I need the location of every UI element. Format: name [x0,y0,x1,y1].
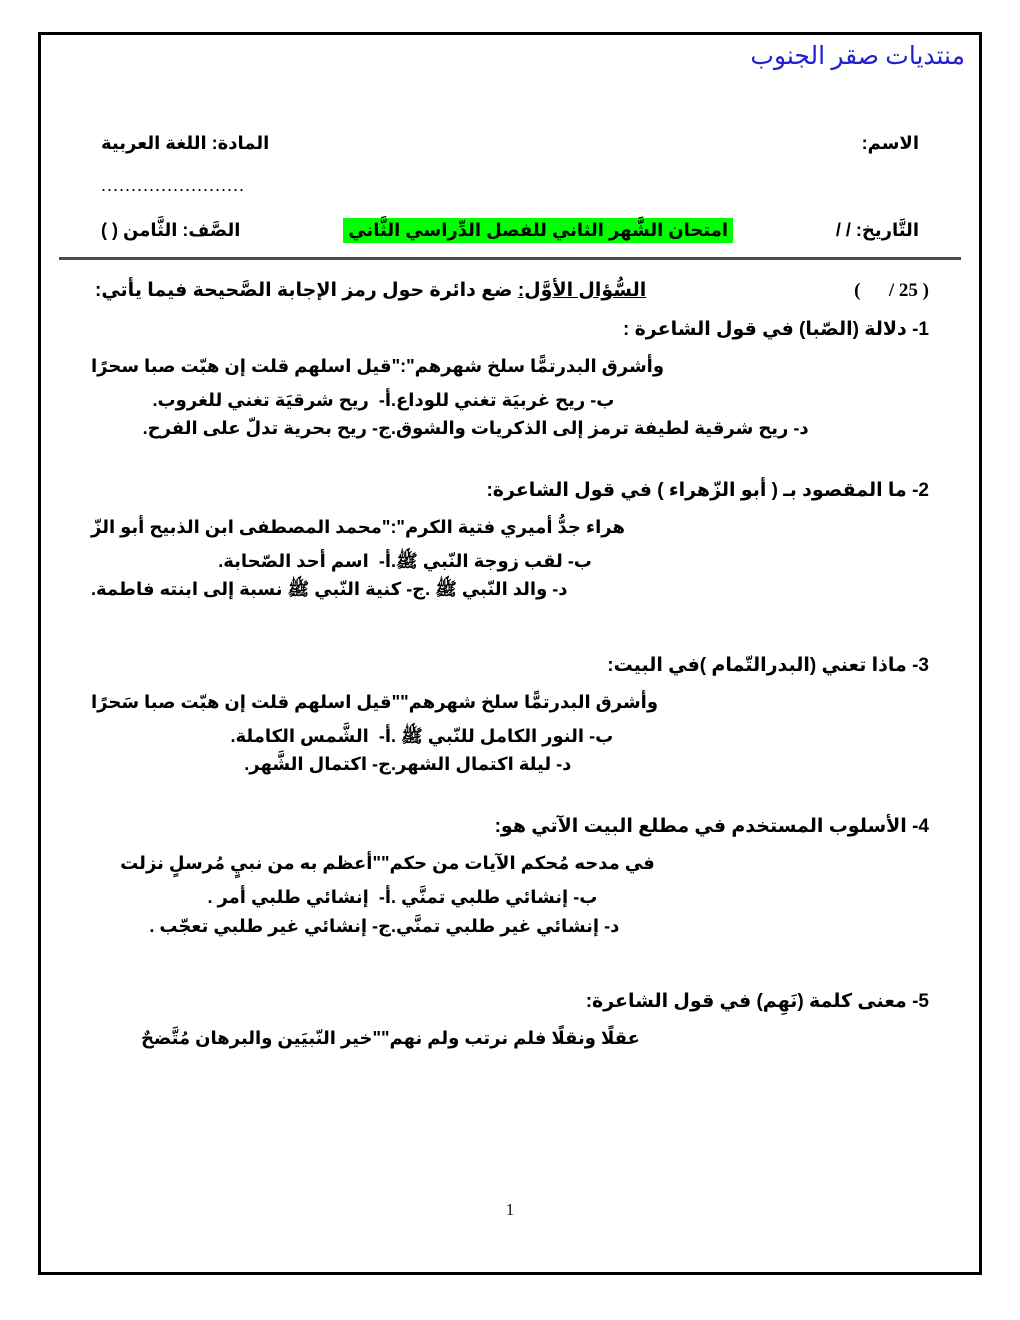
question-3-option-b[interactable] [391,722,641,751]
question-1-number: 1- [912,319,929,340]
option-text: ريح غربيَة تغني للوداع. [391,389,586,410]
first-question-label: السُّؤال الأوَّل: [517,280,647,301]
question-3-option-c[interactable] [91,750,391,779]
option-key: أ- [378,886,391,907]
question-3-verse [91,689,929,716]
question-3-option-row-2 [91,750,929,779]
option-key: أ- [378,550,391,571]
question-2-text: ما المقصود بـ ( أبو الزّهراء ) في قول الشاعرة: [486,480,907,502]
option-text: إنشائي طلبي أمر . [207,886,369,907]
question-2-option-d[interactable] [425,575,595,604]
option-key: ب- [567,550,592,571]
option-text: كنية النّبي ﷺ نسبة إلى ابنته فاطمة. [91,579,402,600]
option-text: إنشائي غير طلبي تعجّب . [149,915,368,936]
spacer [75,604,945,638]
question-2-verse-b: هراء جدُّ أميري فتية الكرم": [390,516,625,537]
question-3-number: 3- [912,655,929,677]
option-key: د- [793,418,809,439]
question-5-text: معنى كلمة (نَهِم) في قول الشاعرة: [585,991,907,1013]
question-5-verse-a: "خير النّبيَين والبرهان مُتَّضحٌ [140,1027,381,1048]
option-key: ج- [372,418,391,439]
option-key: أ- [378,725,391,746]
date-label: التَّاريخ: / / [835,220,919,240]
question-2 [75,477,945,604]
question-2-option-a[interactable] [91,547,391,576]
option-text: والد النّبي ﷺ . [425,579,548,600]
exam-header [41,133,979,253]
first-question-instruction [95,279,646,302]
question-1 [75,316,945,443]
option-key: ج- [372,754,391,775]
question-1-option-c[interactable] [91,414,391,443]
question-4-verse-b: في مدحه مُحكم الآيات من حكم" [381,852,655,873]
question-2-option-c[interactable] [91,575,425,604]
first-question-text: ضع دائرة حول رمز الإجابة الصَّحيحة فيما يأتي: [95,280,518,301]
option-text: اكتمال الشَّهر. [244,754,368,775]
question-1-option-a[interactable] [91,386,391,415]
option-text: لقب زوجة النّبي ﷺ. [391,550,563,571]
question-3-options [91,722,929,780]
question-5-verse [91,1025,929,1052]
option-key: ب- [589,725,614,746]
option-key: ب- [573,886,598,907]
option-text: النور الكامل للنّبي ﷺ . [391,725,585,746]
question-1-option-b[interactable] [391,386,642,415]
question-4-number: 4- [912,816,929,838]
question-5-verse-b: عقلًا ونقلًا فلم نرتب ولم نهم" [381,1027,640,1048]
question-4-option-c[interactable] [91,912,391,941]
question-1-verse [91,353,929,380]
option-text: ريح شرقية لطيفة ترمز إلى الذكريات والشوق. [391,418,789,439]
option-key: د- [552,579,568,600]
forum-watermark: منتديات صقر الجنوب [750,43,965,70]
question-5-number: 5- [912,991,929,1013]
question-1-option-row-1 [91,386,929,415]
question-1-option-row-2 [91,414,929,443]
question-4-text: الأسلوب المستخدم في مطلع البيت الآتي هو: [494,816,907,838]
question-4-option-b[interactable] [391,883,625,912]
question-4-verse-a: "أعظم به من نبيٍ مُرسلٍ نزلت [120,852,381,873]
spacer [75,779,945,799]
option-key: د- [604,915,620,936]
question-4-option-d[interactable] [391,912,647,941]
question-4-options [91,883,929,941]
question-3-text: ماذا تعني (البدرالتّمام )في البيت: [607,655,907,677]
question-2-option-row-2 [91,575,929,604]
question-3-verse-a: "قيل اسلهم قلت إن هبّت صبا سَحرًا [91,691,401,712]
question-1-options [91,386,929,444]
question-3-option-d[interactable] [391,750,599,779]
question-2-number: 2- [912,480,929,502]
question-2-options [91,547,929,605]
spacer [75,443,945,463]
option-text: إنشائي طلبي تمنَّي . [391,886,569,907]
option-key: ج- [406,579,426,600]
option-text: إنشائي غير طلبي تمنَّي. [391,915,600,936]
subject-label: المادة: اللغة العربية [101,133,270,153]
question-4-option-row-1 [91,883,929,912]
question-1-text: دلالة (الصّبا) في قول الشاعرة : [622,319,907,340]
option-text: الشَّمس الكاملة. [230,725,369,746]
option-text: ليلة اكتمال الشهر. [391,754,552,775]
question-3-stem [91,652,929,681]
question-1-verse-b: وأشرق البدرتمًّا سلخ شهرهم": [400,355,665,376]
option-text: اسم أحد الصّحابة. [218,550,369,571]
question-4-option-a[interactable] [91,883,391,912]
option-text: ريح بحرية تدلّ على الفرح. [142,418,368,439]
question-3 [75,652,945,779]
exam-title: امتحان الشَّهر الثاني للفصل الدِّراسي الثَّاني [343,218,733,243]
option-key: أ- [378,389,391,410]
exam-body [41,275,979,1272]
page-number: 1 [505,1200,515,1219]
question-2-verse-a: "محمد المصطفى ابن الذبيح أبو الزّ [91,516,391,537]
question-4-verse [91,850,929,877]
question-1-stem [91,316,929,345]
question-5-stem [91,988,929,1017]
question-4-stem [91,813,929,842]
question-2-verse [91,514,929,541]
option-key: د- [556,754,572,775]
question-4 [75,813,945,940]
student-name-label: الاسم: [861,133,919,153]
option-key: ج- [372,915,391,936]
spacer [75,940,945,974]
question-3-verse-b: وأشرق البدرتمًّا سلخ شهرهم" [400,691,659,712]
question-1-option-d[interactable] [391,414,837,443]
header-divider [59,257,961,260]
question-2-option-b[interactable] [391,547,620,576]
question-4-option-row-2 [91,912,929,941]
question-5 [75,988,945,1052]
question-1-verse-a: "قيل اسلهم قلت إن هبّت صبا سحرًا [91,355,401,376]
option-key: ب- [590,389,615,410]
question-2-option-row-1 [91,547,929,576]
first-question-marks: ( / 25 ) [854,280,929,301]
exam-page [38,32,982,1275]
question-3-option-row-1 [91,722,929,751]
school-dots-placeholder: ........................ [101,175,246,195]
question-2-stem [91,477,929,506]
first-question-header [75,279,945,302]
option-text: ريح شرقيَة تغني للغروب. [152,389,369,410]
grade-label: الصَّف: الثَّامن ( ) [101,220,241,240]
question-3-option-a[interactable] [91,722,391,751]
